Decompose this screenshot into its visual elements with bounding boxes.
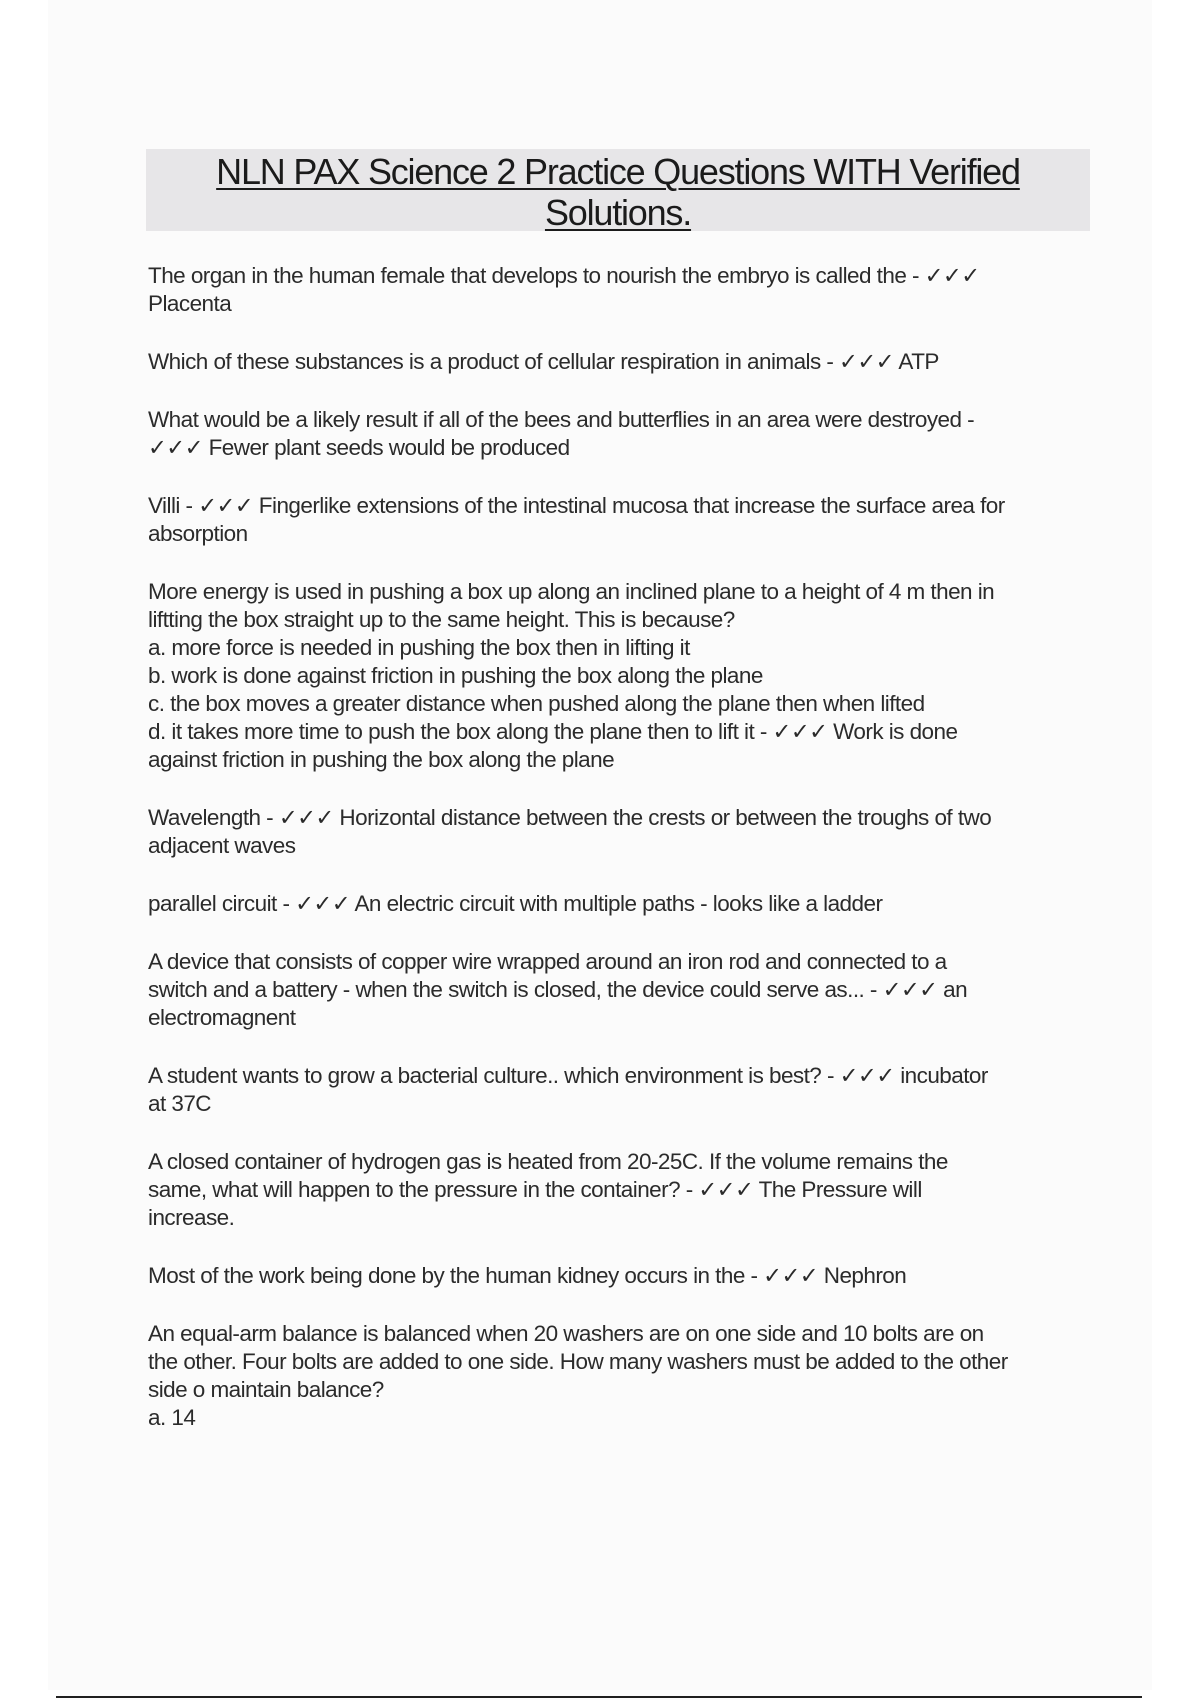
qa-line: What would be a likely result if all of the bees and butterflies in an area were destroyed -: [148, 407, 975, 432]
title-line-1: NLN PAX Science 2 Practice Questions WITH Verified: [216, 151, 1020, 192]
qa-line: Placenta: [148, 291, 232, 316]
title-line-2: Solutions.: [544, 192, 692, 233]
qa-line: side o maintain balance?: [148, 1377, 384, 1402]
qa-line: More energy is used in pushing a box up along an inclined plane to a height of 4 m then in: [148, 579, 995, 604]
qa-option: d. it takes more time to push the box along the plane then to lift it - ✓✓✓ Work is done: [148, 719, 958, 744]
qa-line: parallel circuit - ✓✓✓ An electric circuit with multiple paths - looks like a ladder: [148, 891, 883, 916]
qa-option: c. the box moves a greater distance when pushed along the plane then when lifted: [148, 691, 925, 716]
qa-item: [148, 492, 1093, 548]
document-title: [216, 151, 1020, 233]
qa-line: An equal-arm balance is balanced when 20 washers are on one side and 10 bolts are on: [148, 1321, 984, 1346]
qa-item: [148, 804, 1093, 860]
qa-item: [148, 890, 1093, 918]
qa-line: absorption: [148, 521, 248, 546]
qa-option: a. 14: [148, 1405, 196, 1430]
qa-line: A closed container of hydrogen gas is heated from 20-25C. If the volume remains the: [148, 1149, 948, 1174]
qa-item: [148, 948, 1093, 1032]
qa-line: increase.: [148, 1205, 235, 1230]
qa-line: ✓✓✓ Fewer plant seeds would be produced: [148, 435, 570, 460]
qa-line: A student wants to grow a bacterial culture.. which environment is best? - ✓✓✓ incubator: [148, 1063, 988, 1088]
qa-line: same, what will happen to the pressure in the container? - ✓✓✓ The Pressure will: [148, 1177, 922, 1202]
qa-item: [148, 1148, 1093, 1232]
qa-option: a. more force is needed in pushing the box then in lifting it: [148, 635, 690, 660]
qa-item: [148, 406, 1093, 462]
qa-line: the other. Four bolts are added to one side. How many washers must be added to the other: [148, 1349, 1008, 1374]
page-bottom-divider: [56, 1696, 1142, 1698]
qa-line: electromagnent: [148, 1005, 296, 1030]
qa-item: [148, 1262, 1093, 1290]
qa-line: A device that consists of copper wire wrapped around an iron rod and connected to a: [148, 949, 947, 974]
qa-line: Most of the work being done by the human kidney occurs in the - ✓✓✓ Nephron: [148, 1263, 907, 1288]
qa-item: [148, 348, 1093, 376]
qa-line: Which of these substances is a product of cellular respiration in animals - ✓✓✓ ATP: [148, 349, 939, 374]
qa-item: [148, 1320, 1093, 1432]
document-title-box: [146, 149, 1090, 231]
qa-line: at 37C: [148, 1091, 211, 1116]
qa-line: against friction in pushing the box along the plane: [148, 747, 615, 772]
qa-item: [148, 1062, 1093, 1118]
qa-line: The organ in the human female that develops to nourish the embryo is called the - ✓✓✓: [148, 263, 980, 288]
qa-line: Wavelength - ✓✓✓ Horizontal distance between the crests or between the troughs of two: [148, 805, 992, 830]
qa-line: adjacent waves: [148, 833, 296, 858]
qa-item: [148, 578, 1093, 774]
qa-line: switch and a battery - when the switch is closed, the device could serve as... - ✓✓✓ an: [148, 977, 968, 1002]
qa-line: liftting the box straight up to the same height. This is because?: [148, 607, 735, 632]
qa-option: b. work is done against friction in pushing the box along the plane: [148, 663, 763, 688]
questions-list: [148, 262, 1093, 1462]
qa-item: [148, 262, 1093, 318]
qa-line: Villi - ✓✓✓ Fingerlike extensions of the intestinal mucosa that increase the surface area for: [148, 493, 1005, 518]
